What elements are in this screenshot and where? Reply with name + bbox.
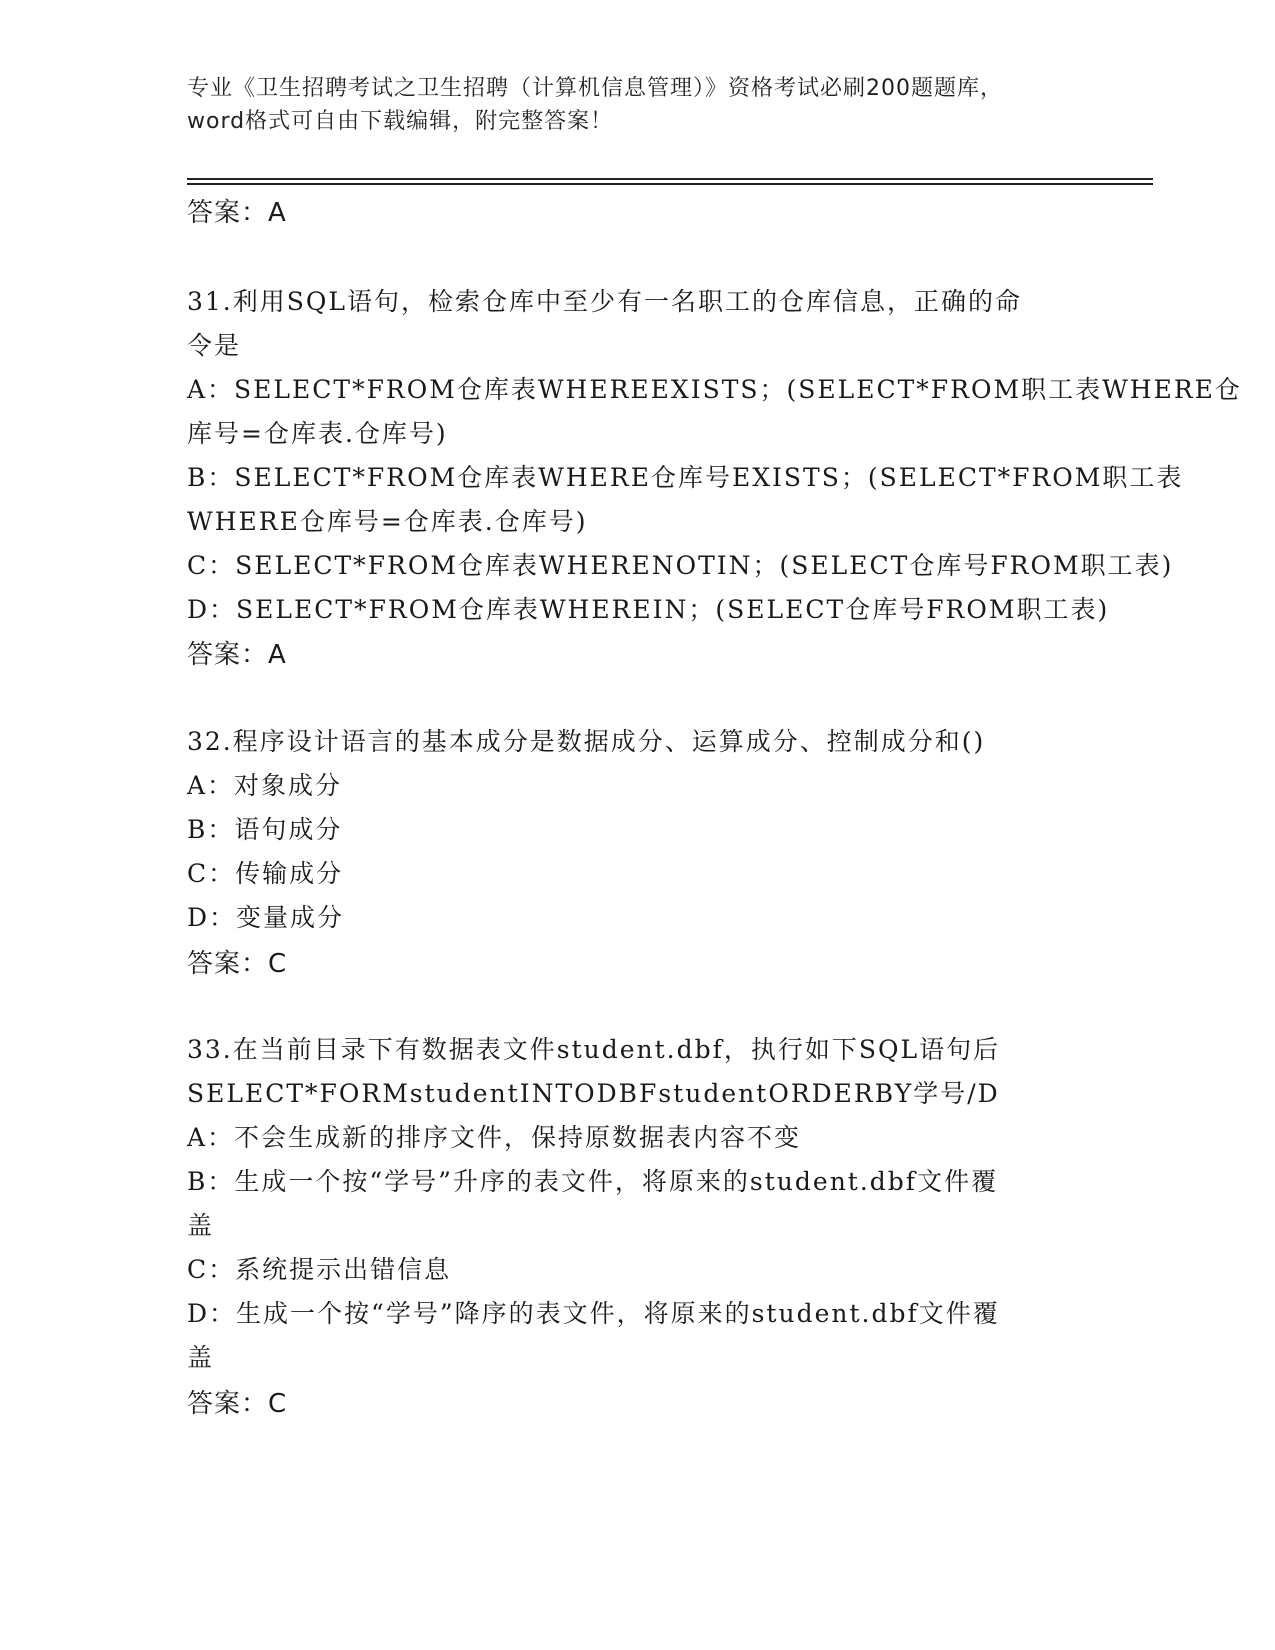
question-33-option-c: C：系统提示出错信息	[187, 1255, 452, 1284]
question-31-option-b-line-1: B：SELECT*FROM仓库表WHERE仓库号EXISTS；(SELECT*FROM职工表	[187, 463, 1184, 492]
question-33-option-b-line-2: 盖	[187, 1211, 215, 1240]
question-31-option-a-line-1: A：SELECT*FROM仓库表WHEREEXISTS；(SELECT*FROM职工表WHERE仓	[187, 375, 1242, 404]
question-31-option-d: D：SELECT*FROM仓库表WHEREIN；(SELECT仓库号FROM职工表)	[187, 595, 1110, 624]
question-31-option-b-line-2: WHERE仓库号=仓库表.仓库号)	[187, 507, 588, 536]
header-rule-bottom	[187, 183, 1153, 185]
question-33-stem-line-1: 33.在当前目录下有数据表文件student.dbf，执行如下SQL语句后	[187, 1035, 1001, 1064]
header-rule-top	[187, 178, 1153, 180]
header-line-2: word格式可自由下载编辑，附完整答案！	[187, 109, 614, 134]
question-33-option-b-line-1: B：生成一个按“学号”升序的表文件，将原来的student.dbf文件覆	[187, 1167, 999, 1196]
question-32-option-b: B：语句成分	[187, 815, 343, 844]
question-31-option-c: C：SELECT*FROM仓库表WHERENOTIN；(SELECT仓库号FROM职工表)	[187, 551, 1174, 580]
question-32-option-a: A：对象成分	[187, 771, 343, 800]
question-32-answer: 答案：C	[187, 949, 288, 979]
question-32-option-d: D：变量成分	[187, 903, 345, 932]
question-31-option-a-line-2: 库号=仓库表.仓库号)	[187, 419, 448, 448]
question-32-option-c: C：传输成分	[187, 859, 344, 888]
question-33-answer: 答案：C	[187, 1389, 288, 1419]
question-31-stem-line-1: 31.利用SQL语句，检索仓库中至少有一名职工的仓库信息，正确的命	[187, 287, 1022, 316]
question-31-answer: 答案：A	[187, 640, 287, 670]
question-33-option-a: A：不会生成新的排序文件，保持原数据表内容不变	[187, 1123, 802, 1152]
header-line-1: 专业《卫生招聘考试之卫生招聘（计算机信息管理）》资格考试必刷200题题库，	[187, 76, 1003, 101]
page-header	[187, 72, 1087, 138]
question-33-option-d-line-2: 盖	[187, 1343, 215, 1372]
question-31-stem-line-2: 令是	[187, 331, 242, 360]
previous-answer: 答案：A	[187, 198, 287, 228]
question-33-option-d-line-1: D：生成一个按“学号”降序的表文件，将原来的student.dbf文件覆	[187, 1299, 1000, 1328]
question-32-stem: 32.程序设计语言的基本成分是数据成分、运算成分、控制成分和()	[187, 727, 986, 756]
question-33-stem-line-2: SELECT*FORMstudentINTODBFstudentORDERBY学号/D	[187, 1079, 1000, 1108]
